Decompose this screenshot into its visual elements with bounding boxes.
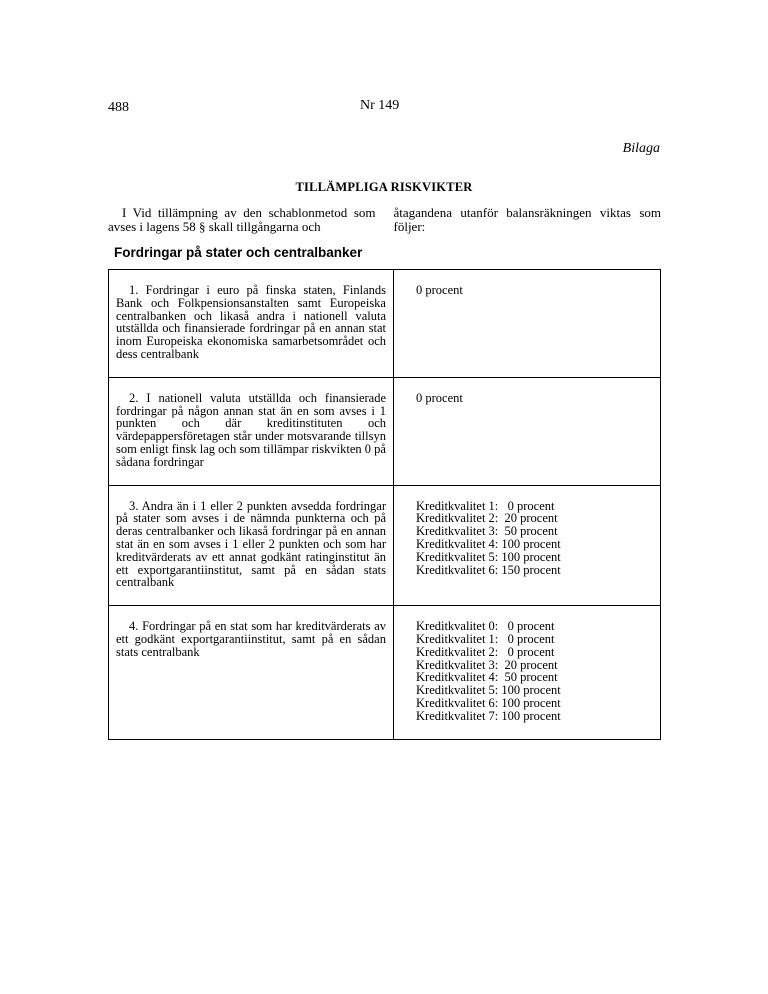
risk-weight-line: Kreditkvalitet 4: 100 procent — [416, 536, 561, 551]
claim-description: 1. Fordringar i euro på finska staten, Finlands Bank och Folkpensionsanstalten samt Europeiska centralbanken och likaså andra i nationell valuta utställda och finansierade fordringar på en annan stat inom Europeiska ekonomiska samarbetsområdet och dess centralbank — [109, 270, 394, 377]
page-title: TILLÄMPLIGA RISKVIKTER — [295, 180, 473, 194]
risk-weight-line: Kreditkvalitet 3: 50 procent — [416, 524, 558, 539]
risk-weight-line: Kreditkvalitet 5: 100 procent — [416, 549, 561, 564]
risk-weight-line: Kreditkvalitet 3: 20 procent — [416, 657, 558, 672]
table-row — [109, 485, 660, 606]
page-number: 488 — [108, 100, 129, 115]
risk-weight-cell — [394, 270, 660, 377]
claim-description: 2. I nationell valuta utställda och finansierade fordringar på någon annan stat än en som avses i 1 punkten och där kreditinstituten och värdepappersföretagen står under motsvarande tillsyn som enligt finsk lag och som tillämpar riskvikten 0 på sådana fordringar — [109, 378, 394, 485]
table-row — [109, 270, 660, 377]
risk-weight-line: Kreditkvalitet 1: 0 procent — [416, 631, 555, 646]
risk-weight-line: Kreditkvalitet 4: 50 procent — [416, 670, 558, 685]
risk-weight-cell — [394, 606, 660, 738]
risk-weight-line: Kreditkvalitet 2: 20 procent — [416, 511, 558, 526]
risk-weight-line: Kreditkvalitet 6: 150 procent — [416, 562, 561, 577]
risk-weight-line: Kreditkvalitet 5: 100 procent — [416, 683, 561, 698]
risk-weight-line: Kreditkvalitet 7: 100 procent — [416, 708, 561, 723]
intro-left-column: I Vid tillämpning av den schablonmetod som avses i lagens 58 § skall tillgångarna och — [108, 205, 376, 234]
risk-weight-cell — [394, 378, 660, 485]
document-number: Nr 149 — [360, 98, 400, 113]
section-heading: Fordringar på stater och centralbanker — [114, 245, 363, 260]
intro-right-column: åtagandena utanför balansräkningen viktas som följer: — [393, 205, 661, 234]
risk-weight-line: 0 procent — [416, 283, 463, 297]
claim-description: 4. Fordringar på en stat som har kreditvärderats av ett godkänt exportgarantiinstitut, samt på en sådan stats centralbank — [109, 606, 394, 738]
risk-weight-table — [108, 269, 661, 740]
risk-weight-cell — [394, 486, 660, 606]
risk-weight-line: 0 procent — [416, 390, 463, 405]
table-row — [109, 605, 660, 738]
appendix-label: Bilaga — [622, 141, 660, 156]
table-row — [109, 377, 660, 485]
risk-weight-line: Kreditkvalitet 6: 100 procent — [416, 695, 561, 710]
claim-description: 3. Andra än i 1 eller 2 punkten avsedda fordringar på stater som avses i de nämnda punkterna och på deras centralbanker och likaså fordringar på en annan stat än en som avses i 1 eller 2 punkten och som har kreditvärderats av ett annat godkänt ratinginstitut än ett exportgarantiinstitut, samt på en sådan stats centralbank — [109, 486, 394, 606]
intro-paragraph — [108, 206, 661, 233]
risk-weight-line: Kreditkvalitet 0: 0 procent — [416, 619, 555, 634]
risk-weight-line: Kreditkvalitet 2: 0 procent — [416, 644, 555, 659]
risk-weight-line: Kreditkvalitet 1: 0 procent — [416, 498, 555, 513]
